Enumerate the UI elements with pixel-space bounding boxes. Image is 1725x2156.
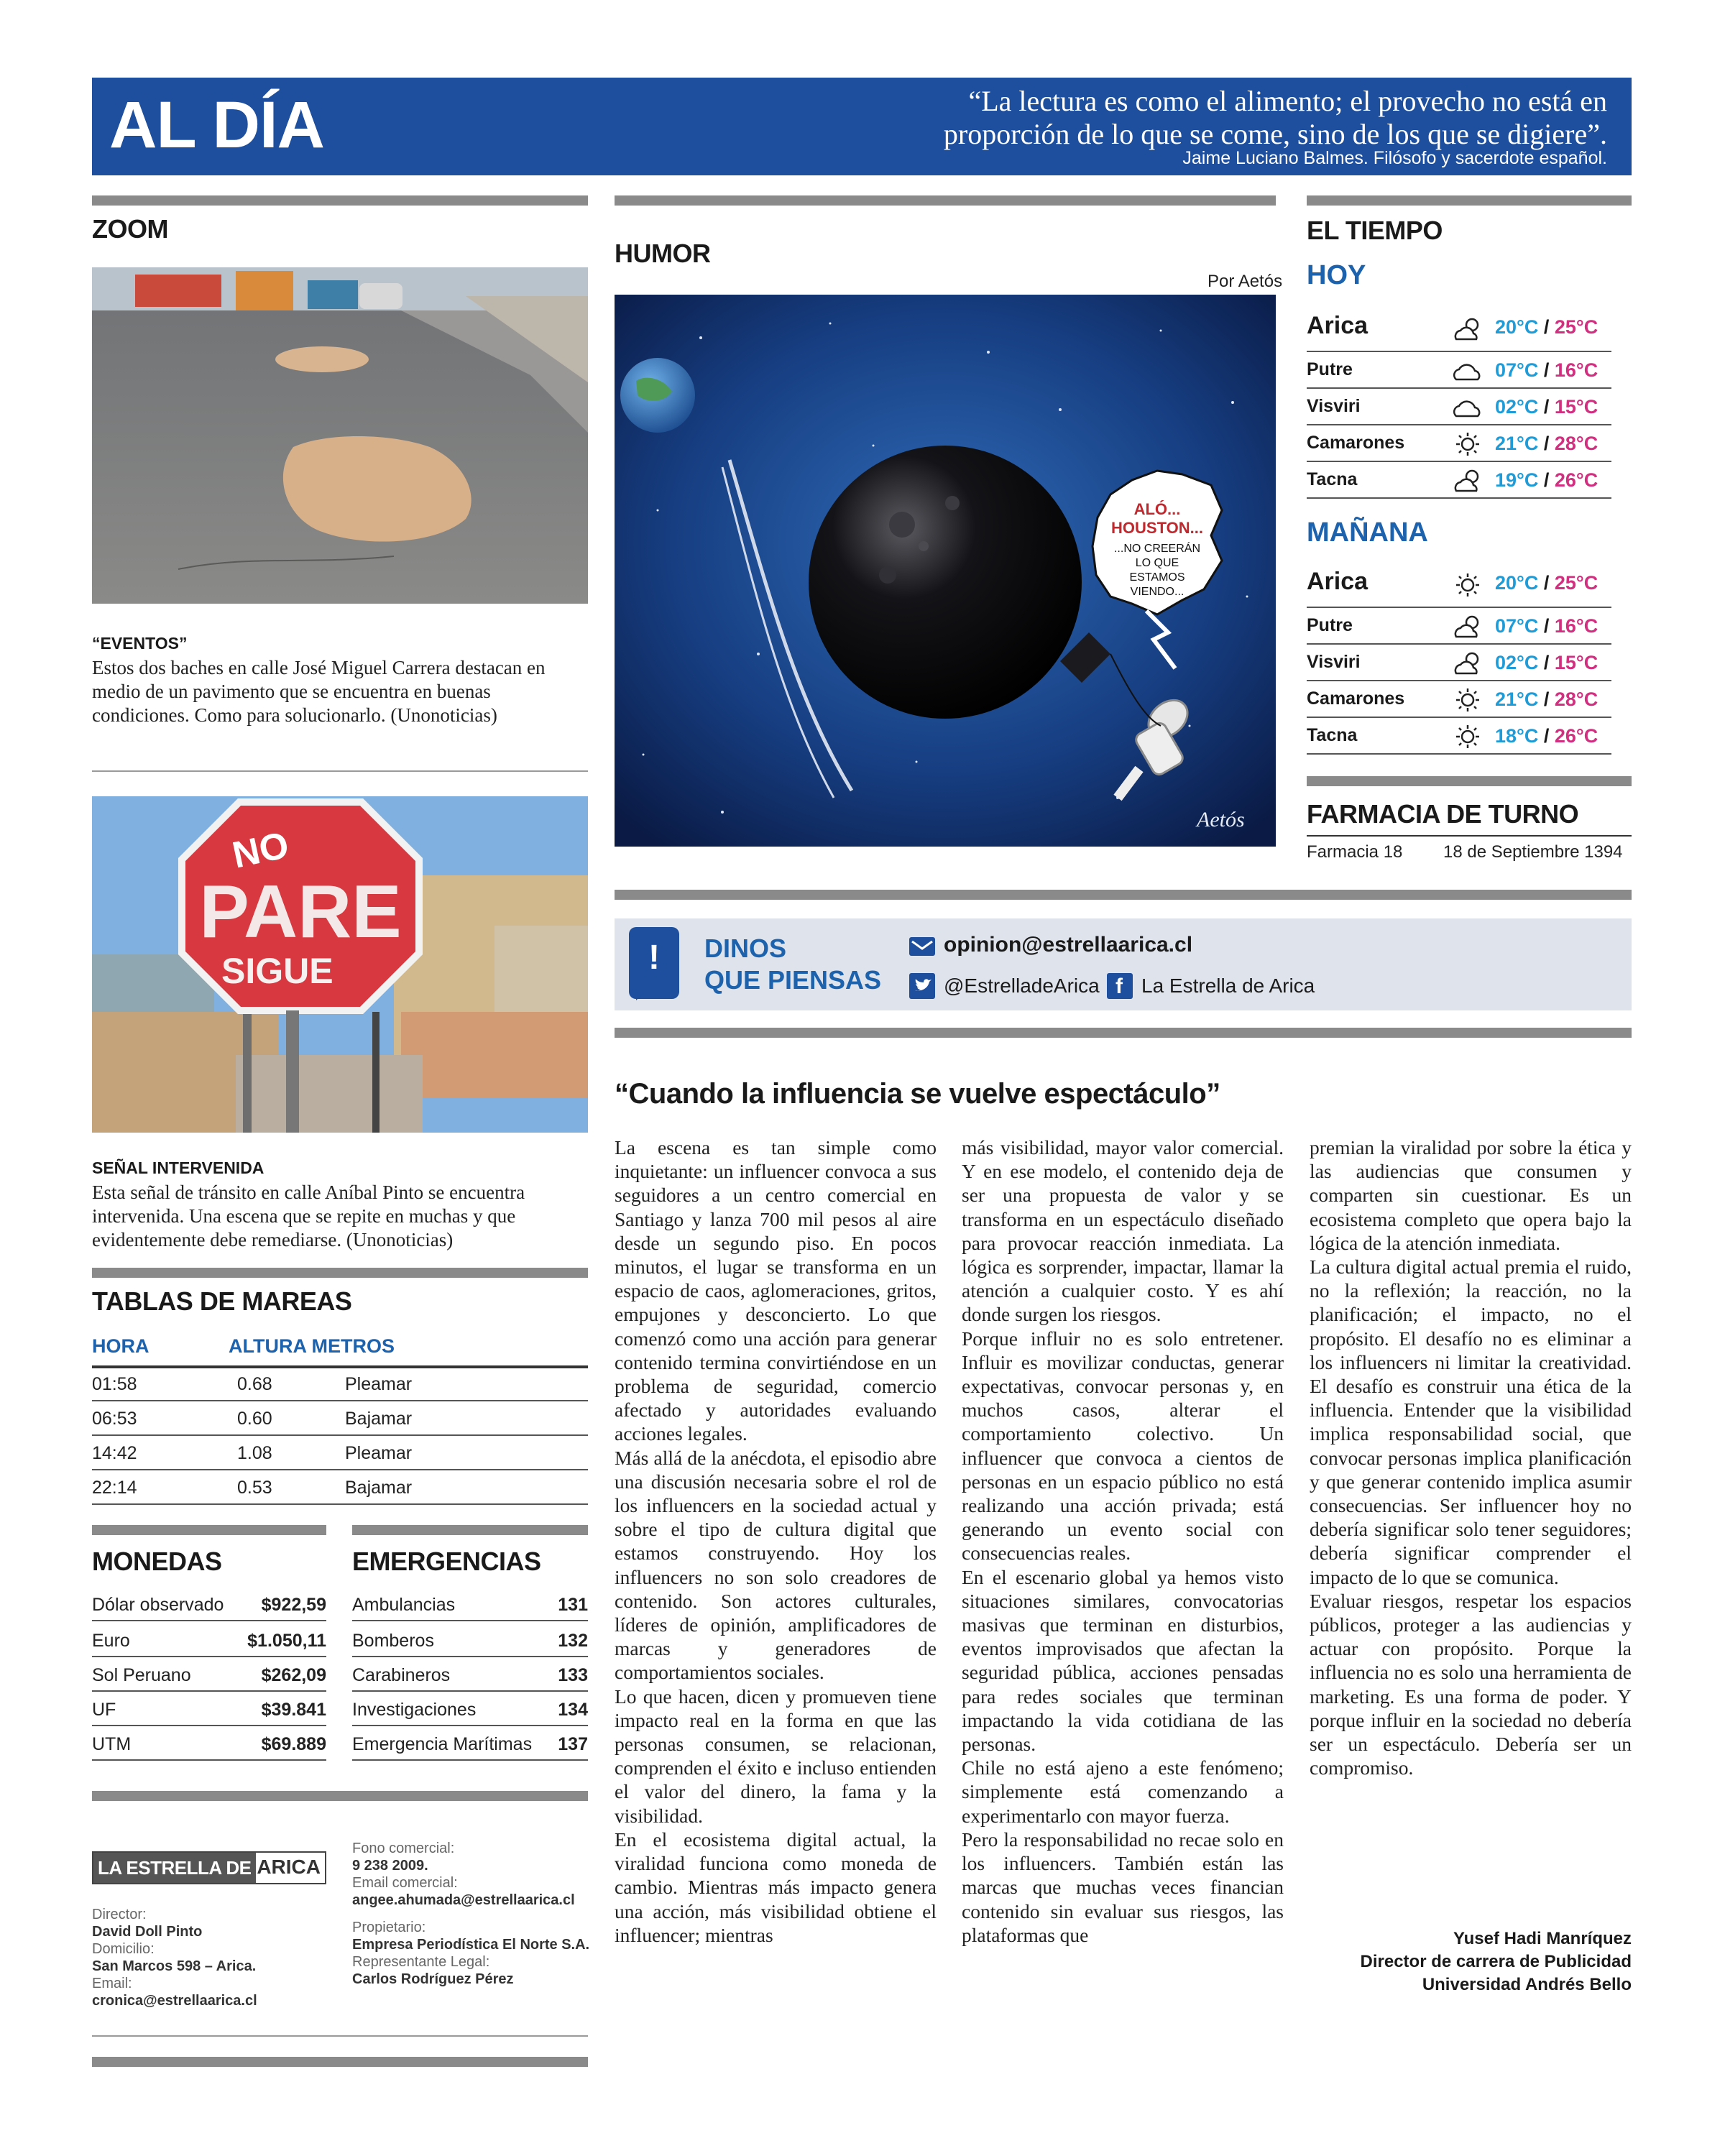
partly-cloudy-icon (1450, 468, 1485, 494)
divider (92, 195, 588, 206)
sun-icon (1450, 431, 1485, 457)
farmacia-title: FARMACIA DE TURNO (1307, 799, 1579, 829)
quote-line: “La lectura es como el alimento; el provecho no está en (968, 85, 1607, 117)
paragraph: Más allá de la anécdota, el episodio abre una discusión necesaria sobre el rol de los influencers en la sociedad actual y sobre el tipo de cultura digital que estamos construyendo. Hoy los influencers no son solo creadores de contenido. Son actores culturales, líderes de opinión, amplificadores de marcas y generadores de comportamientos sociales. (615, 1446, 937, 1684)
city-name: Camarones (1307, 433, 1405, 453)
currency-value: $69.889 (261, 1734, 326, 1754)
table-row (92, 1401, 588, 1436)
bubble-text: ALÓ... (1133, 500, 1181, 518)
tide-tipo: Pleamar (345, 1443, 413, 1463)
city-name: Arica (1307, 568, 1368, 595)
divider (92, 1268, 588, 1278)
bubble-text: HOUSTON... (1111, 519, 1203, 537)
divider (352, 1525, 588, 1535)
tide-tipo: Pleamar (345, 1374, 413, 1394)
cartoon-credit: Por Aetós (1208, 272, 1283, 291)
bubble-text: ...NO CREERÁN (1113, 543, 1201, 555)
paragraph: Pero la responsabilidad no recae solo en los influencers. También están las marcas que muchas veces financian contenido sin evaluar sus riesgos, las plataformas que (962, 1828, 1284, 1946)
dinos-line: QUE PIENSAS (704, 965, 882, 995)
temperature: 07°C / 16°C (1495, 359, 1598, 381)
propietario: Empresa Periodística El Norte S.A. (352, 1937, 590, 1953)
temp-max: 25°C (1554, 316, 1598, 338)
divider (92, 1525, 326, 1535)
comment-icon: ! (629, 927, 679, 999)
sun-icon (1450, 572, 1485, 598)
temp-max: 15°C (1554, 652, 1598, 673)
domicilio: San Marcos 598 – Arica. (92, 1958, 257, 1974)
section-title: AL DÍA (109, 88, 324, 162)
paragraph: La cultura digital actual premia el ruido, no la reflexión; la reacción, no la planificación; el impacto, no el propósito. El desafío no es eliminar a los influencers ni limitar la creatividad. El desafío es construir una ética de la influencia. Entender que la visibilidad implica responsabilidad social, que convocar personas implica planificación y que generar contenido implica asumir consecuencias. Ser influencer hoy no debería significar solo tener seguidores; debería significar comprender el impacto de lo que se comunica. (1310, 1256, 1632, 1588)
dinos-title (704, 933, 881, 996)
weather-row (1307, 645, 1611, 681)
masthead-left (92, 1906, 257, 2009)
table-row (92, 1657, 326, 1692)
currency-name: UTM (92, 1734, 132, 1754)
table-row (352, 1623, 588, 1657)
email: cronica@estrellaarica.cl (92, 1993, 257, 2009)
currency-name: Sol Peruano (92, 1665, 191, 1685)
divider (615, 890, 1632, 900)
caption-title: “EVENTOS” (92, 634, 188, 653)
table-row (92, 1367, 588, 1401)
fono: 9 238 2009. (352, 1858, 428, 1874)
logo-text: LA ESTRELLA DE (93, 1853, 256, 1883)
bubble-text: VIENDO... (1130, 586, 1184, 598)
paragraph: En el escenario global ya hemos visto situaciones similares, convocatorias masivas que terminan en disturbios, eventos improvisados que afectan la seguridad pública, acciones pensadas para redes sociales que terminan impactando la vida cotidiana de las personas. (962, 1565, 1284, 1756)
table-row (92, 1587, 326, 1621)
cloud-icon (1450, 395, 1485, 420)
stop-sign-illustration (92, 796, 588, 1133)
weather-title: EL TIEMPO (1307, 216, 1443, 245)
divider (1307, 776, 1632, 786)
partly-cloudy-icon (1450, 316, 1485, 342)
temp-max: 16°C (1554, 359, 1598, 381)
divider (1307, 195, 1632, 206)
table-row (352, 1587, 588, 1621)
sun-icon (1450, 687, 1485, 713)
paragraph: En el ecosistema digital actual, la viralidad funciona como moneda de cambio. Mientras más impacto genera una acción, más visibilidad obtiene el influencer; mientras (615, 1828, 937, 1946)
weather-row (1307, 561, 1611, 608)
currency-name: Euro (92, 1631, 130, 1651)
divider (92, 770, 588, 772)
tide-altura: 0.53 (237, 1478, 272, 1498)
moon (809, 446, 1082, 719)
temperature: 19°C / 26°C (1495, 469, 1598, 491)
label: Email comercial: (352, 1875, 458, 1891)
tide-hora: 22:14 (92, 1478, 137, 1498)
email-comercial: angee.ahumada@estrellaarica.cl (352, 1892, 575, 1908)
weather-tomorrow-label: MAÑANA (1307, 517, 1428, 548)
article-column (962, 1135, 1284, 1947)
currency-name: Dólar observado (92, 1595, 224, 1615)
table-row (92, 1692, 326, 1726)
stop-sign-photo (92, 796, 588, 1133)
paragraph: Chile no está ajeno a este fenómeno; simplemente está comenzando a experimentarlo con mayor fuerza. (962, 1756, 1284, 1827)
farmacia-rule (1307, 835, 1632, 837)
service-number: 137 (558, 1734, 588, 1754)
pothole-illustration (92, 267, 588, 604)
paragraph: La escena es tan simple como inquietante: un influencer convoca a sus seguidores a un centro comercial en Santiago y lanza 700 mil pesos al aire desde un segundo piso. En pocos minutos, el lugar se transforma en un espacio de caos, aglomeraciones, gritos, empujones y desconcierto. Lo que comenzó como una acción para generar contenido termina convirtiéndose en un problema de seguridad, comercio afectado y autoridades evaluando acciones legales. (615, 1136, 937, 1445)
table-row (352, 1726, 588, 1761)
divider (615, 195, 1276, 206)
sign-word: PARE (199, 870, 402, 954)
caption-text: Estos dos baches en calle José Miguel Carrera destacan en medio de un pavimento que se encuentra en buenas condiciones. Como para solucionarlo. (Unonoticias) (92, 657, 546, 726)
divider (615, 1028, 1632, 1038)
weather-row (1307, 389, 1611, 425)
tide-hora: 06:53 (92, 1409, 137, 1429)
weather-today-label: HOY (1307, 260, 1366, 290)
temperature: 07°C / 16°C (1495, 615, 1598, 637)
currency-value: $39.841 (261, 1700, 326, 1720)
weather-row (1307, 681, 1611, 718)
temp-max: 26°C (1554, 469, 1598, 491)
service-name: Carabineros (352, 1665, 451, 1685)
city-name: Tacna (1307, 469, 1358, 489)
article-column (1310, 1135, 1632, 1779)
monedas-title: MONEDAS (92, 1547, 222, 1576)
service-number: 132 (558, 1631, 588, 1651)
author-org: Universidad Andrés Bello (1422, 1975, 1632, 1994)
service-name: Emergencia Marítimas (352, 1734, 533, 1754)
temp-max: 16°C (1554, 615, 1598, 637)
bubble-text: LO QUE (1135, 557, 1179, 569)
tide-altura: 0.60 (237, 1409, 272, 1429)
author-name: Yusef Hadi Manríquez (1453, 1929, 1632, 1948)
label: Email: (92, 1976, 132, 1991)
temp-min: 21°C (1495, 688, 1539, 710)
bubble-text: ESTAMOS (1129, 571, 1185, 584)
city-name: Camarones (1307, 688, 1405, 709)
temperature: 18°C / 26°C (1495, 725, 1598, 747)
divider (92, 2057, 588, 2067)
currency-value: $262,09 (261, 1665, 326, 1685)
tide-hora: 14:42 (92, 1443, 137, 1463)
dinos-line: DINOS (704, 934, 787, 963)
city-name: Putre (1307, 359, 1353, 379)
article-column (615, 1135, 937, 1947)
paragraph: Porque influir no es solo entretener. Influir es movilizar conductas, generar expectativas, convocar personas y, en muchos casos, alterar el comportamiento colectivo. Un influencer que convoca a cientos de personas en un espacio público no está realizando una acción privada; está generando un evento social con consecuencias reales. (962, 1327, 1284, 1565)
table-row (352, 1657, 588, 1692)
cartoon-illustration (615, 295, 1276, 847)
temp-min: 02°C (1495, 652, 1539, 673)
tides-table (92, 1367, 588, 1511)
table-row (92, 1726, 326, 1761)
service-name: Investigaciones (352, 1700, 477, 1720)
weather-row (1307, 608, 1611, 645)
temp-max: 28°C (1554, 433, 1598, 454)
quote-author: Jaime Luciano Balmes. Filósofo y sacerdote español. (1182, 148, 1607, 168)
farmacia-address: 18 de Septiembre 1394 (1443, 842, 1623, 862)
monedas-table (92, 1587, 326, 1766)
section-header (92, 78, 1632, 175)
caption-title: SEÑAL INTERVENIDA (92, 1158, 264, 1177)
emergencias-table (352, 1587, 588, 1766)
author-role: Director de carrera de Publicidad (1360, 1952, 1632, 1971)
partly-cloudy-icon (1450, 650, 1485, 676)
temperature: 21°C / 28°C (1495, 433, 1598, 454)
temp-max: 15°C (1554, 396, 1598, 418)
logo-text: ARICA (257, 1856, 321, 1878)
temperature: 20°C / 25°C (1495, 572, 1598, 594)
service-name: Ambulancias (352, 1595, 456, 1615)
temperature: 21°C / 28°C (1495, 688, 1598, 710)
table-row (92, 1470, 588, 1505)
service-number: 131 (558, 1595, 588, 1615)
label: Fono comercial: (352, 1841, 455, 1856)
article-headline: “Cuando la influencia se vuelve espectáculo” (615, 1078, 1220, 1110)
temp-min: 07°C (1495, 359, 1539, 381)
service-number: 133 (558, 1665, 588, 1685)
newspaper-logo (92, 1851, 326, 1884)
opinion-email-link[interactable]: opinion@estrellaarica.cl (944, 933, 1193, 957)
twitter-link[interactable]: @EstrelladeArica (944, 975, 1100, 997)
weather-row (1307, 718, 1611, 755)
weather-row (1307, 305, 1611, 352)
table-row (352, 1692, 588, 1726)
city-name: Visviri (1307, 652, 1361, 672)
humor-title: HUMOR (615, 239, 711, 268)
masthead-right (352, 1840, 589, 1988)
table-row (92, 1436, 588, 1470)
city-name: Tacna (1307, 725, 1358, 745)
dinos-banner (615, 918, 1632, 1010)
temp-min: 19°C (1495, 469, 1539, 491)
temp-max: 25°C (1554, 572, 1598, 594)
label: Domicilio: (92, 1941, 155, 1957)
tide-tipo: Bajamar (345, 1478, 413, 1498)
sign-graffiti: NO (229, 824, 293, 877)
cartoon-signature: Aetós (1197, 808, 1245, 831)
weather-row (1307, 462, 1611, 499)
weather-today-list (1307, 305, 1611, 506)
label: Propietario: (352, 1920, 426, 1935)
weather-row (1307, 425, 1611, 462)
sign-graffiti: SIGUE (221, 951, 334, 991)
tides-col-hora: HORA (92, 1335, 150, 1357)
paragraph: premian la viralidad por sobre la ética y las audiencias que consumen y comparten sin cuestionar. Es un ecosistema completo que opera bajo la lógica de la atención inmediata. (1310, 1136, 1632, 1254)
twitter-icon (909, 973, 935, 999)
article-author (1361, 1927, 1632, 1996)
table-row (92, 1623, 326, 1657)
facebook-link[interactable]: La Estrella de Arica (1141, 975, 1315, 997)
temp-min: 18°C (1495, 725, 1539, 747)
temp-min: 02°C (1495, 396, 1539, 418)
city-name: Visviri (1307, 396, 1361, 416)
farmacia-name: Farmacia 18 (1307, 842, 1403, 862)
tide-tipo: Bajamar (345, 1409, 413, 1429)
currency-name: UF (92, 1700, 116, 1720)
representante: Carlos Rodríguez Pérez (352, 1971, 514, 1987)
weather-row (1307, 352, 1611, 389)
paragraph: Lo que hacen, dicen y promueven tiene impacto real en la forma en que las personas consumen, se relacionan, comprenden el éxito e incluso entienden el valor del dinero, la fama y la visibilidad. (615, 1685, 937, 1827)
sun-icon (1450, 724, 1485, 750)
temp-max: 26°C (1554, 725, 1598, 747)
service-number: 134 (558, 1700, 588, 1720)
tide-hora: 01:58 (92, 1374, 137, 1394)
header-quote (745, 85, 1607, 151)
zoom-title: ZOOM (92, 214, 168, 244)
city-name: Putre (1307, 615, 1353, 635)
temp-min: 07°C (1495, 615, 1539, 637)
cloud-icon (1450, 358, 1485, 384)
divider (92, 1791, 588, 1801)
label: Representante Legal: (352, 1954, 490, 1970)
facebook-icon: f (1107, 973, 1133, 999)
temp-max: 28°C (1554, 688, 1598, 710)
currency-value: $922,59 (261, 1595, 326, 1615)
tides-title: TABLAS DE MAREAS (92, 1286, 352, 1316)
service-name: Bomberos (352, 1631, 434, 1651)
temperature: 02°C / 15°C (1495, 652, 1598, 673)
cartoon (615, 295, 1276, 847)
tide-altura: 0.68 (237, 1374, 272, 1394)
caption-text: Esta señal de tránsito en calle Aníbal Pinto se encuentra intervenida. Una escena que se repite en muchas y que evidentemente debe remediarse. (Unonoticias) (92, 1181, 525, 1250)
director: David Doll Pinto (92, 1924, 203, 1940)
temp-min: 20°C (1495, 316, 1539, 338)
paragraph: más visibilidad, mayor valor comercial. Y en ese modelo, el contenido deja de ser una propuesta de valor y se transforma en un espectáculo diseñado para provocar reacción inmediata. La lógica es sorprender, impactar, llamar la atención a cualquier costo. Y es ahí donde surgen los riesgos. (962, 1136, 1284, 1326)
paragraph: Evaluar riesgos, respetar los espacios públicos, proteger a las audiencias y actuar con propósito. Porque la influencia no es solo una herramienta de marketing. Es una forma de poder. Y porque influir en la sociedad no debería ser un espectáculo. Debería ser un compromiso. (1310, 1589, 1632, 1779)
currency-value: $1.050,11 (247, 1631, 326, 1651)
quote-line: proporción de lo que se come, sino de los que se digiere”. (943, 118, 1607, 150)
label: Director: (92, 1907, 147, 1922)
temperature: 02°C / 15°C (1495, 396, 1598, 418)
temp-min: 20°C (1495, 572, 1539, 594)
tides-col-altura: ALTURA METROS (229, 1335, 395, 1357)
weather-tomorrow-list (1307, 561, 1611, 762)
city-name: Arica (1307, 312, 1368, 339)
temperature: 20°C / 25°C (1495, 316, 1598, 338)
divider (92, 2035, 588, 2037)
pothole-photo (92, 267, 588, 604)
tide-altura: 1.08 (237, 1443, 272, 1463)
emergencias-title: EMERGENCIAS (352, 1547, 541, 1576)
temp-min: 21°C (1495, 433, 1539, 454)
mail-icon (909, 937, 935, 956)
partly-cloudy-icon (1450, 614, 1485, 640)
